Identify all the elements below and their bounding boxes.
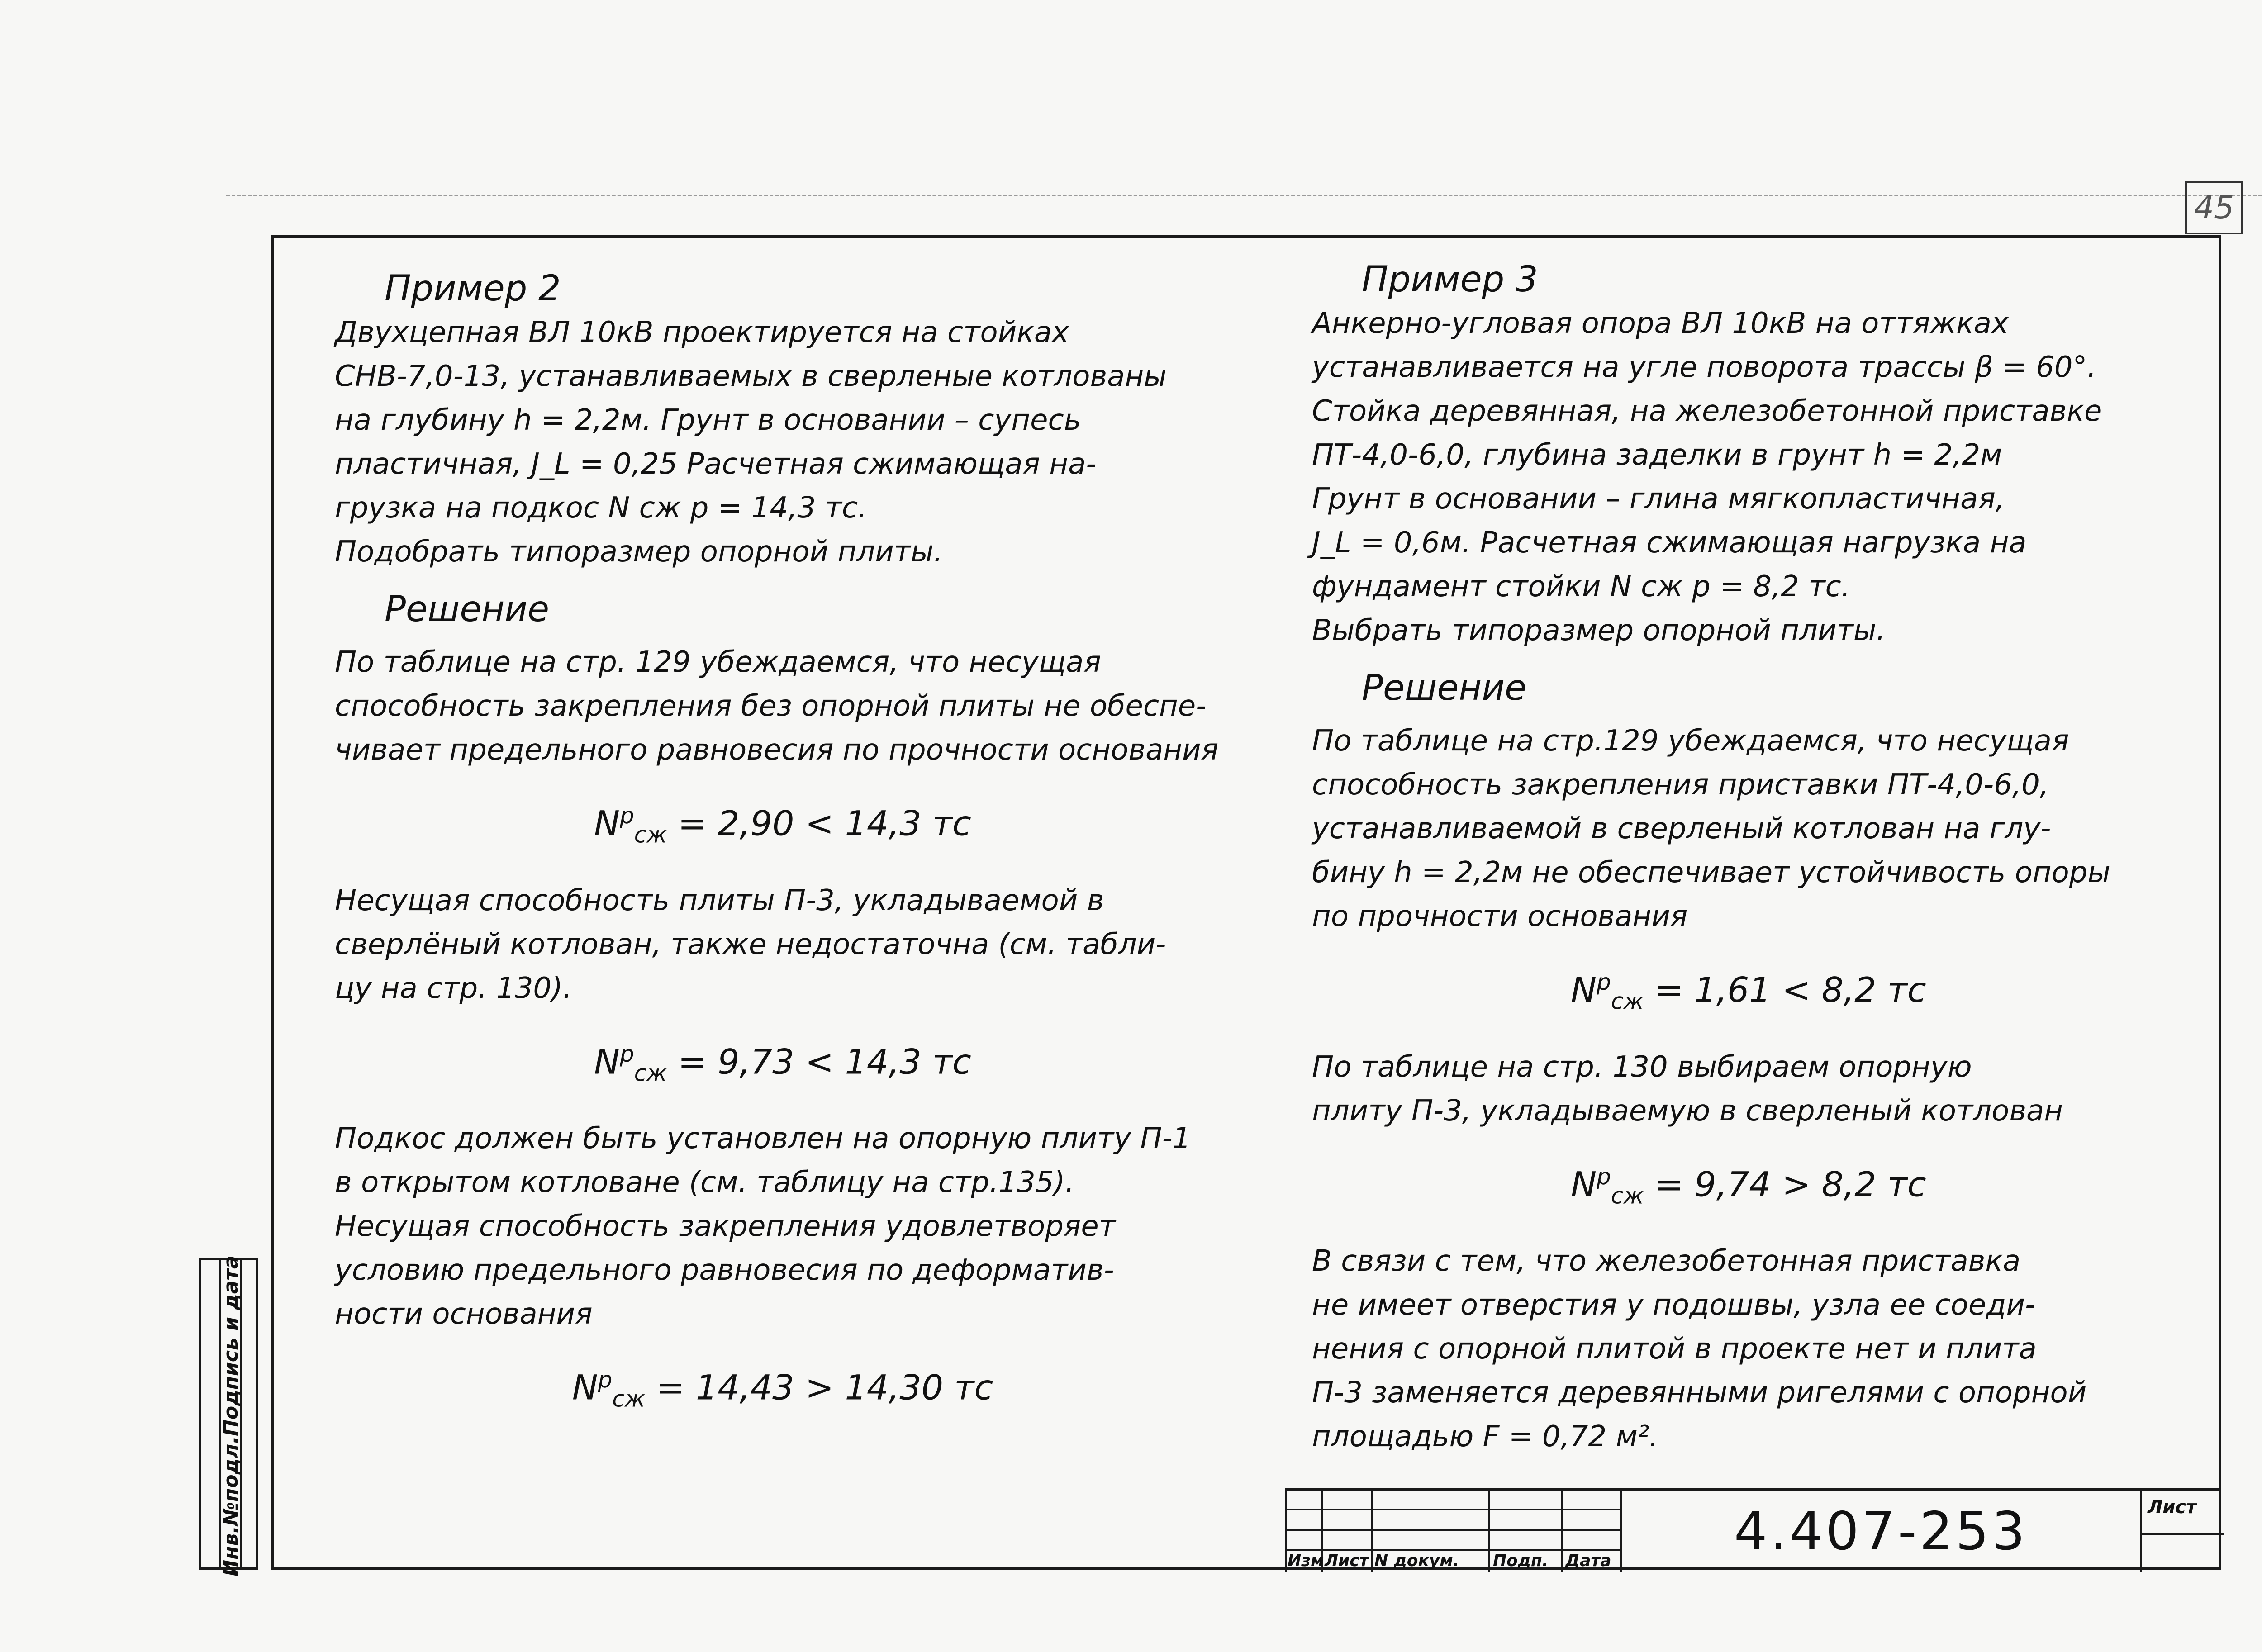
formula-value: = 14,43 > 14,30 тс [656,1367,993,1408]
text-line: Анкерно-угловая опора ВЛ 10кВ на оттяжках [1312,307,2009,340]
example-2-title: Пример 2 [385,268,561,309]
document-code: 4.407-253 [1620,1491,2140,1572]
text-line: Двухцепная ВЛ 10кВ проектируется на стойках [335,316,1069,349]
text-line: Несущая способность закрепления удовлетворяет [335,1210,1116,1244]
text-line: В связи с тем, что железобетонная приставка [1312,1244,2021,1278]
text-line: Несущая способность плиты П-3, укладываемой в [335,883,1104,917]
text-line: нения с опорной плитой в проекте нет и плита [1312,1332,2037,1366]
revision-grid [1285,1491,1620,1572]
grid-line [2142,1533,2224,1535]
n-symbol: $N^р_{сж}$ [572,1367,645,1412]
example-3-solution-title: Решение [1362,668,1527,708]
formula-value: = 1,61 < 8,2 тс [1654,969,1926,1010]
title-block [1285,1488,2221,1570]
formula-value: = 9,74 > 8,2 тс [1654,1163,1926,1204]
text-line: По таблице на стр. 129 убеждаемся, что несущая [335,646,1101,679]
text-line: цу на стр. 130). [335,971,572,1005]
formula [335,1032,1231,1096]
example-2-statement [335,311,1231,574]
grid-line [1371,1491,1373,1572]
text-line: на глубину h = 2,2м. Грунт в основании – супесь [335,404,1081,437]
text-line: фундамент стойки N сж р = 8,2 тс. [1312,570,1851,603]
formula [1312,1155,2185,1218]
example-3-solution-p2 [1312,1045,2185,1133]
text-line: площадью F = 0,72 м². [1312,1420,1658,1454]
grid-line [1285,1549,1620,1551]
text-line: сверлёный котлован, также недостаточна (см. табли- [335,927,1166,961]
example-3-solution-p1 [1312,719,2185,939]
text-line: грузка на подкос N сж р = 14,3 тс. [335,491,867,525]
text-line: условию предельного равновесия по деформатив- [335,1253,1114,1287]
text-line: пластичная, J_L = 0,25 Расчетная сжимающая на- [335,447,1097,481]
example-3-solution-p3 [1312,1239,2185,1459]
grid-line [1285,1509,1620,1510]
text-line: чивает предельного равновесия по прочности основания [335,733,1219,767]
text-line: устанавливается на угле поворота трассы β = 60°. [1312,351,2096,384]
sheet-label: Лист [2148,1497,2197,1518]
formula [335,1358,1231,1421]
text-line: способность закрепления без опорной плиты не обеспе- [335,689,1207,723]
text-line: Грунт в основании – глина мягкопластичная, [1312,482,2005,516]
page-number: 45 [2185,181,2243,234]
text-line: в открытом котловане (см. таблицу на стр.135). [335,1166,1074,1200]
text-line: плиту П-3, укладываемую в сверленый котлован [1312,1094,2063,1128]
n-symbol: $N^р_{сж}$ [1571,1163,1644,1209]
text-line: по прочности основания [1312,900,1688,933]
formula [1312,960,2185,1024]
text-line: Подобрать типоразмер опорной плиты. [335,535,943,569]
top-border-line [226,195,2262,196]
n-symbol: $N^р_{сж}$ [1571,969,1644,1015]
text-line: По таблице на стр.129 убеждаемся, что несущая [1312,724,2069,758]
formula-value: = 9,73 < 14,3 тс [678,1041,971,1082]
example-2-solution-p2 [335,879,1231,1011]
example-2-solution-p1 [335,641,1231,772]
side-stamp-label: Инв.№подл.Подпись и дата [219,1255,242,1576]
header-sign: Подп. [1493,1552,1549,1570]
text-line: устанавливаемой в сверленый котлован на глу- [1312,812,2051,845]
text-line: По таблице на стр. 130 выбираем опорную [1312,1050,1972,1084]
text-line: способность закрепления приставки ПТ-4,0-6,0, [1312,768,2049,802]
example-2-solution-title: Решение [385,589,550,630]
example-3-title: Пример 3 [1362,259,1538,300]
side-stamp-strip [199,1255,258,1576]
text-line: J_L = 0,6м. Расчетная сжимающая нагрузка на [1312,526,2027,560]
n-symbol: $N^р_{сж}$ [594,802,667,848]
text-line: ПТ-4,0-6,0, глубина заделки в грунт h = 2,2м [1312,438,2002,472]
example-2-column [335,267,1231,1443]
example-3-statement [1312,302,2185,653]
example-3-column [1312,258,2185,1459]
text-line: ности основания [335,1297,593,1331]
grid-line [1285,1491,1287,1572]
text-line: СНВ-7,0-13, устанавливаемых в сверленые котлованы [335,360,1167,393]
header-izm: Изм [1288,1552,1324,1570]
text-line: П-3 заменяется деревянными ригелями с опорной [1312,1376,2087,1410]
header-doc-no: N докум. [1374,1552,1459,1570]
formula-value: = 2,90 < 14,3 тс [678,803,971,844]
grid-line [1488,1491,1490,1572]
n-symbol: $N^р_{сж}$ [594,1040,667,1087]
grid-line [1561,1491,1563,1572]
formula [335,794,1231,857]
grid-line [1285,1529,1620,1531]
header-list: Лист [1325,1552,1369,1570]
text-line: Подкос должен быть установлен на опорную плиту П-1 [335,1122,1191,1156]
example-2-solution-p3 [335,1117,1231,1336]
text-line: не имеет отверстия у подошвы, узла ее соеди- [1312,1288,2036,1322]
header-date: Дата [1565,1552,1611,1570]
text-line: бину h = 2,2м не обеспечивает устойчивость опоры [1312,856,2110,889]
text-line: Стойка деревянная, на железобетонной приставке [1312,394,2102,428]
sheet-number-cell [2140,1491,2221,1572]
text-line: Выбрать типоразмер опорной плиты. [1312,614,1886,647]
